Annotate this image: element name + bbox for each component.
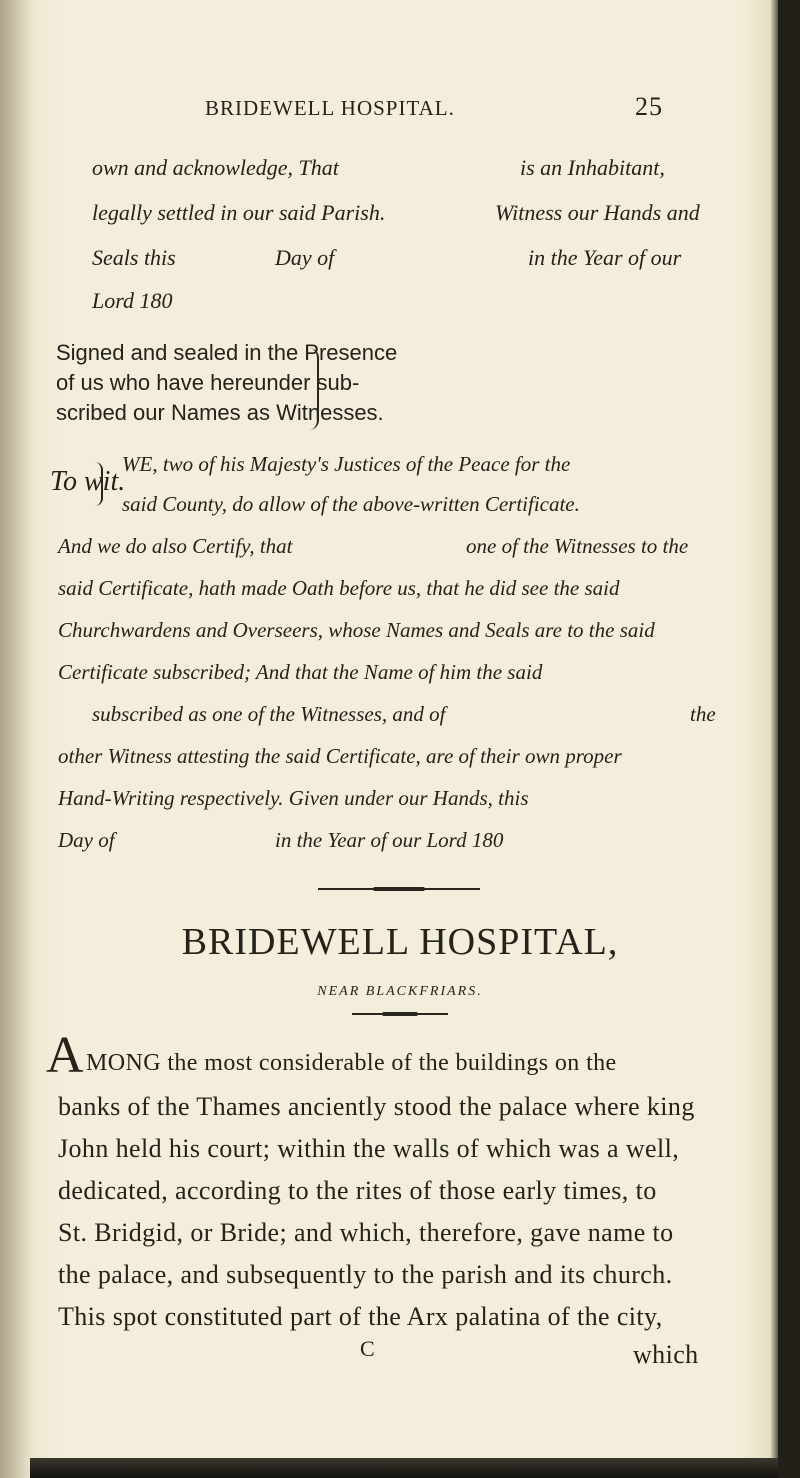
- attestation-line-7b: the: [690, 702, 716, 726]
- running-head: [205, 92, 663, 121]
- paragraph-line-4: dedicated, according to the rites of those early times, to: [58, 1176, 657, 1205]
- attestation-line-3a: And we do also Certify, that: [58, 534, 293, 558]
- section-divider: [318, 888, 480, 890]
- subtitle-divider: [352, 1013, 448, 1015]
- witness-clause-line-1: Signed and sealed in the Presence: [56, 340, 398, 365]
- to-wit-brace: [93, 462, 103, 506]
- page-bottom-edge: [30, 1458, 778, 1478]
- attestation-line-1: WE, two of his Majesty's Justices of the Peace for the: [122, 452, 571, 476]
- attestation-line-10a: Day of: [58, 828, 115, 852]
- page-number: 25: [635, 92, 663, 121]
- paragraph-line-7: This spot constituted part of the Arx palatina of the city,: [58, 1302, 663, 1331]
- drop-cap: A: [46, 1027, 84, 1084]
- signature-mark: C: [360, 1336, 375, 1361]
- certificate-line-3c: in the Year of our: [528, 245, 682, 270]
- binding-shadow: [0, 0, 34, 1478]
- paragraph-line-2: banks of the Thames anciently stood the palace where king: [58, 1092, 695, 1121]
- certificate-line-3a: Seals this: [92, 245, 176, 270]
- paragraph-line-6: the palace, and subsequently to the parish and its church.: [58, 1260, 673, 1289]
- witness-clause-line-3: scribed our Names as Witnesses.: [56, 400, 384, 425]
- attestation-line-6: Certificate subscribed; And that the Name of him the said: [58, 660, 543, 684]
- certificate-line-2b: Witness our Hands and: [495, 200, 700, 225]
- page-edge: [778, 0, 800, 1478]
- attestation-line-8: other Witness attesting the said Certificate, are of their own proper: [58, 744, 622, 768]
- attestation-line-2: said County, do allow of the above-written Certificate.: [122, 492, 580, 516]
- certificate-line-1a: own and acknowledge, That: [92, 155, 339, 180]
- attestation-line-5: Churchwardens and Overseers, whose Names and Seals are to the said: [58, 618, 655, 642]
- witness-brace: [305, 348, 319, 430]
- witness-clause-line-2: of us who have hereunder sub-: [56, 370, 360, 395]
- attestation-line-7a: subscribed as one of the Witnesses, and of: [92, 702, 446, 726]
- paragraph-line-5: St. Bridgid, or Bride; and which, therefore, gave name to: [58, 1218, 674, 1247]
- section-subtitle: NEAR BLACKFRIARS.: [317, 984, 483, 999]
- attestation-line-4: said Certificate, hath made Oath before us, that he did see the said: [58, 576, 620, 600]
- running-title: BRIDEWELL HOSPITAL.: [205, 96, 455, 120]
- certificate-line-4: Lord 180: [92, 288, 173, 313]
- to-wit: To wit.: [50, 466, 126, 497]
- paragraph-line-3: John held his court; within the walls of which was a well,: [58, 1134, 680, 1163]
- attestation-line-10b: in the Year of our Lord 180: [275, 828, 504, 852]
- certificate-line-3b: Day of: [275, 245, 335, 270]
- catchword: which: [633, 1340, 699, 1369]
- attestation-line-9: Hand-Writing respectively. Given under our Hands, this: [58, 786, 529, 810]
- paragraph-line-1: MONG the most considerable of the buildings on the: [86, 1050, 617, 1076]
- section-title: BRIDEWELL HOSPITAL,: [181, 921, 619, 963]
- certificate-line-1b: is an Inhabitant,: [520, 155, 665, 180]
- certificate-line-2a: legally settled in our said Parish.: [92, 200, 386, 225]
- attestation-line-3b: one of the Witnesses to the: [466, 534, 689, 558]
